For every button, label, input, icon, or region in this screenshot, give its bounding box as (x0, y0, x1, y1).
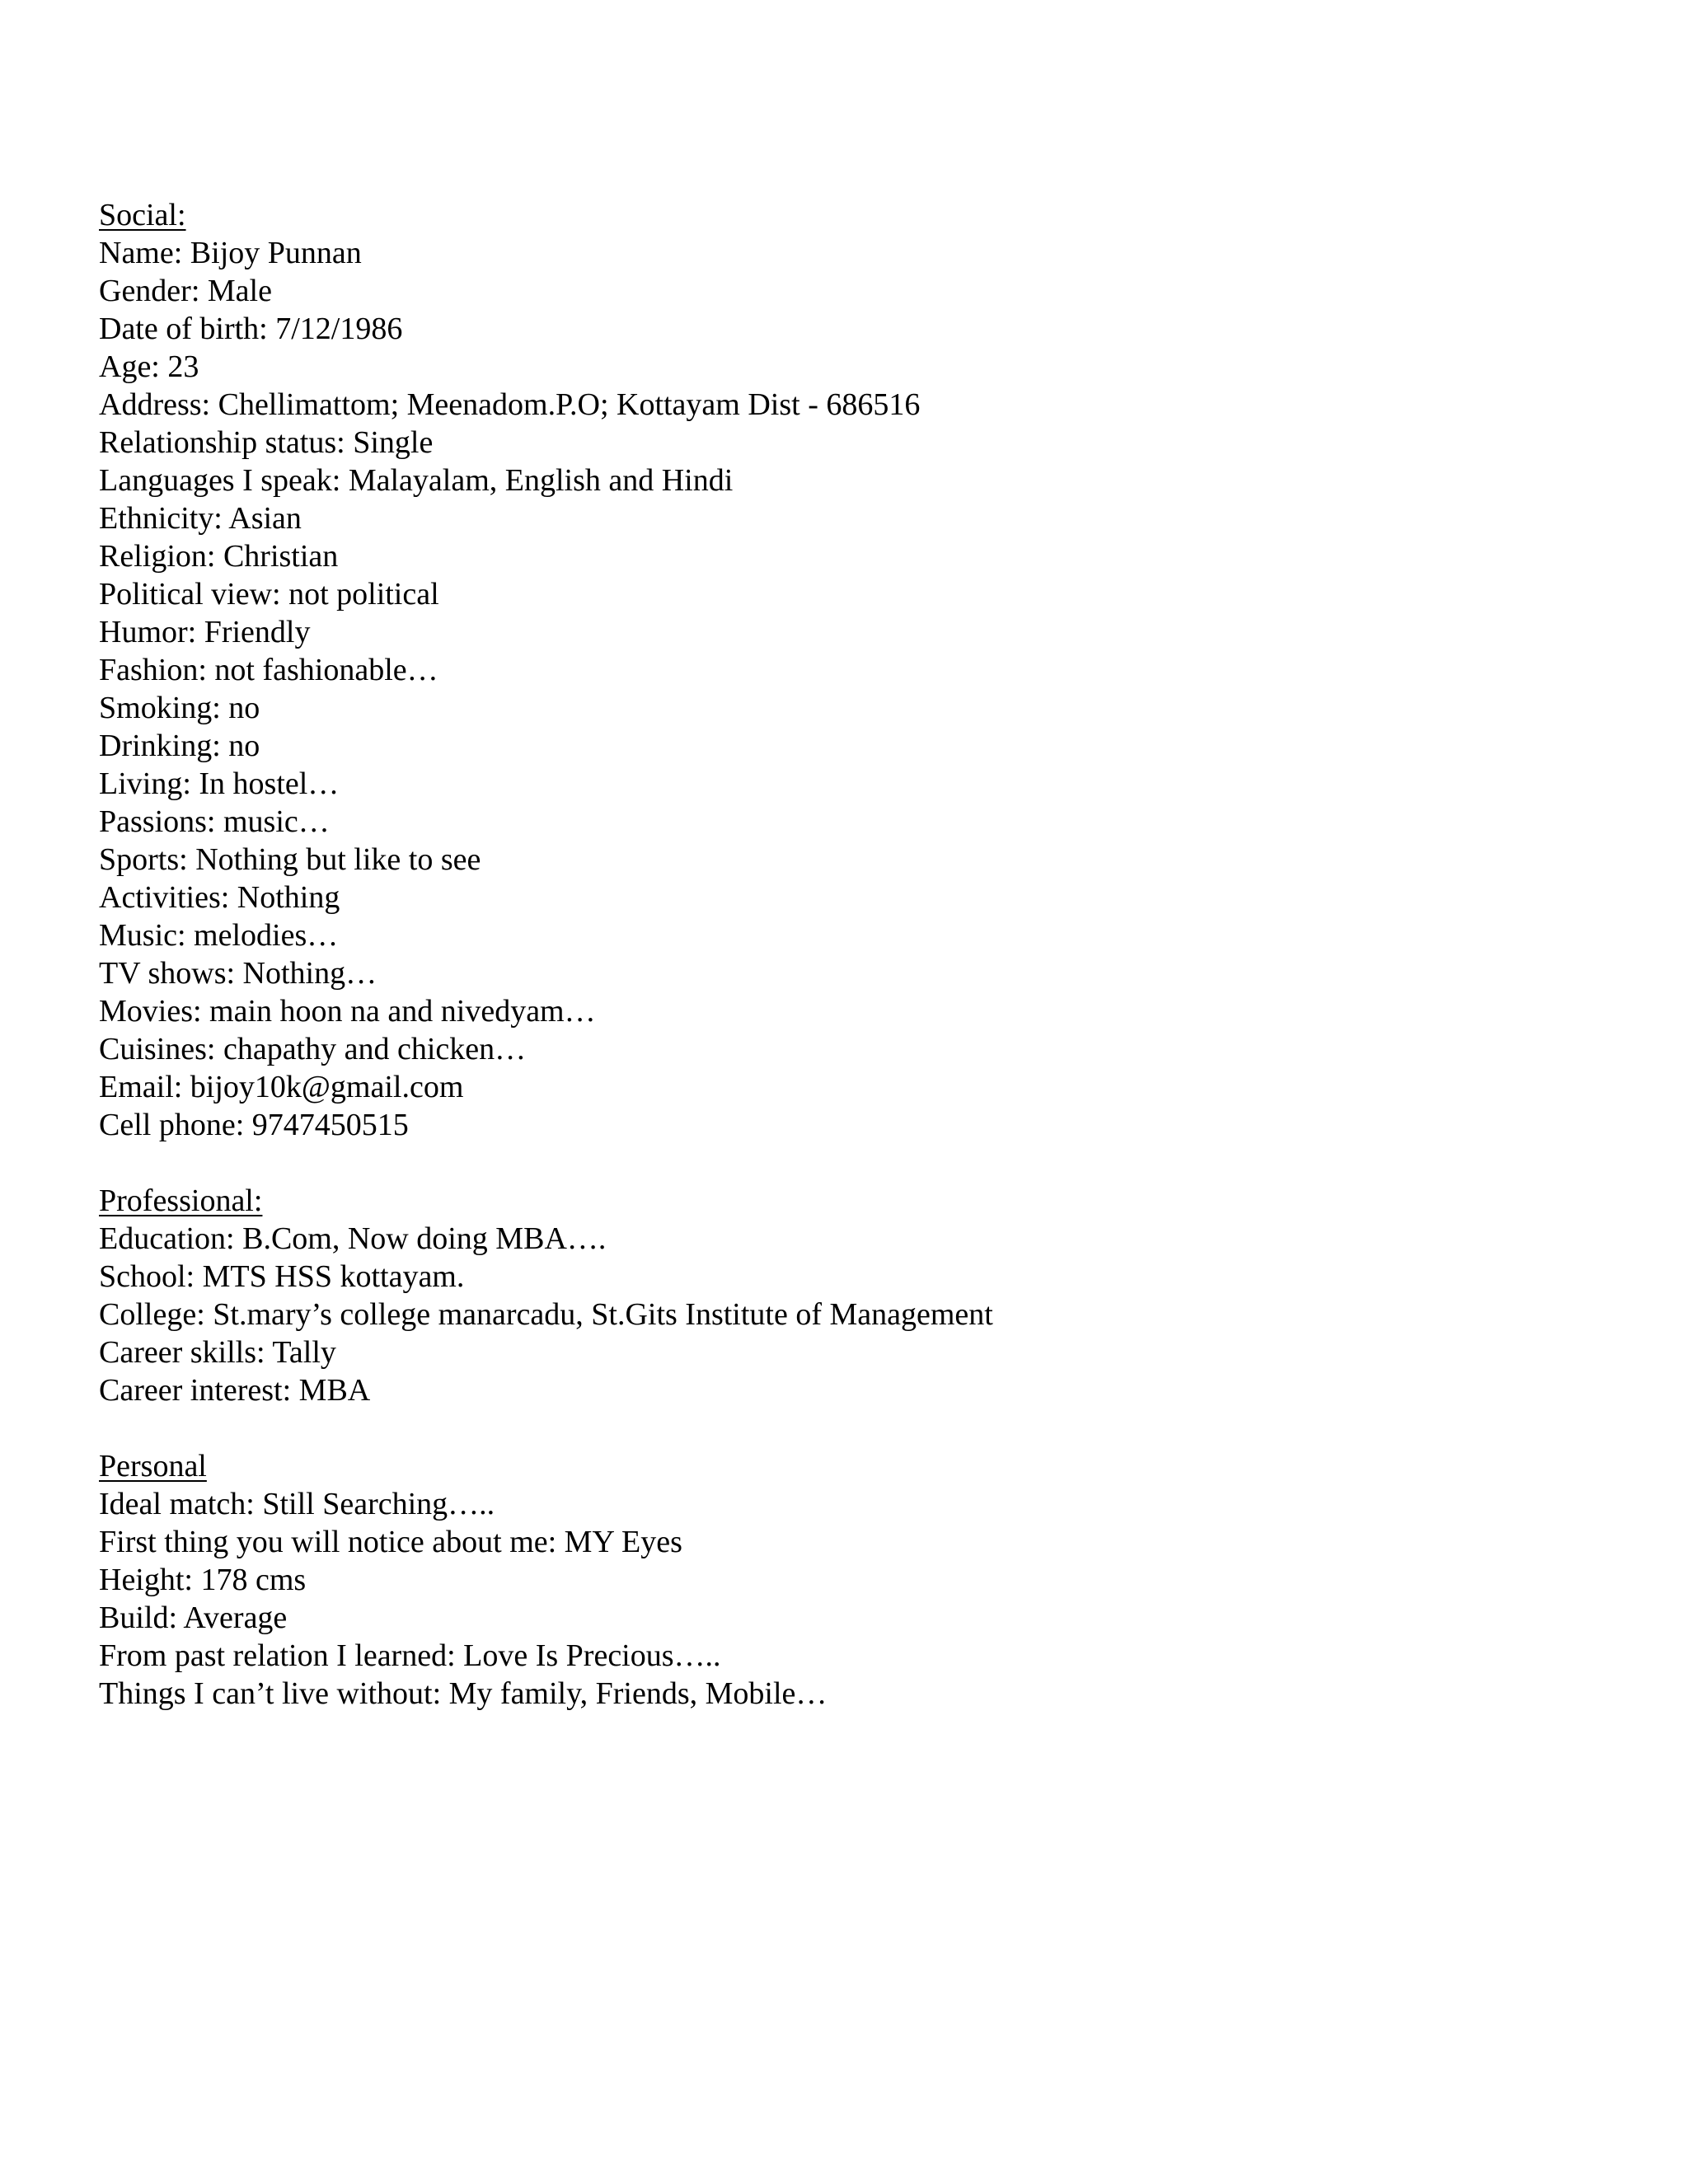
document-page (99, 196, 1632, 1713)
personal-line-ideal-match: Ideal match: Still Searching….. (99, 1487, 495, 1521)
social-line-ethnicity: Ethnicity: Asian (99, 501, 302, 536)
personal-line-first-thing: First thing you will notice about me: MY Eyes (99, 1525, 682, 1559)
social-line-fashion: Fashion: not fashionable… (99, 653, 438, 687)
personal-heading: Personal (99, 1449, 207, 1483)
professional-heading: Professional: (99, 1183, 263, 1218)
section-spacer (99, 1144, 1632, 1182)
social-line-languages: Languages I speak: Malayalam, English and Hindi (99, 463, 734, 498)
social-line-passions: Passions: music… (99, 804, 330, 839)
social-line-activities: Activities: Nothing (99, 880, 340, 915)
personal-section (99, 1485, 1632, 1713)
professional-section (99, 1220, 1632, 1409)
personal-line-past-relation: From past relation I learned: Love Is Precious….. (99, 1638, 721, 1673)
professional-line-college: College: St.mary’s college manarcadu, St.Gits Institute of Management (99, 1297, 993, 1332)
professional-line-career-skills: Career skills: Tally (99, 1335, 336, 1370)
social-line-music: Music: melodies… (99, 918, 339, 953)
social-line-religion: Religion: Christian (99, 539, 339, 574)
social-line-political-view: Political view: not political (99, 577, 439, 612)
professional-line-education: Education: B.Com, Now doing MBA…. (99, 1221, 607, 1256)
social-line-drinking: Drinking: no (99, 729, 260, 763)
section-spacer (99, 1409, 1632, 1447)
social-line-movies: Movies: main hoon na and nivedyam… (99, 994, 596, 1029)
social-section (99, 234, 1632, 1144)
social-line-age: Age: 23 (99, 349, 199, 384)
social-line-name: Name: Bijoy Punnan (99, 236, 362, 270)
social-line-cuisines: Cuisines: chapathy and chicken… (99, 1032, 527, 1066)
social-line-date-of-birth: Date of birth: 7/12/1986 (99, 312, 403, 346)
social-line-sports: Sports: Nothing but like to see (99, 842, 481, 877)
social-line-cell-phone: Cell phone: 9747450515 (99, 1108, 409, 1142)
professional-line-school: School: MTS HSS kottayam. (99, 1259, 465, 1294)
social-line-relationship-status: Relationship status: Single (99, 425, 434, 460)
social-heading: Social: (99, 198, 186, 232)
personal-line-height: Height: 178 cms (99, 1563, 307, 1597)
social-line-living: Living: In hostel… (99, 766, 340, 801)
social-line-humor: Humor: Friendly (99, 615, 311, 649)
personal-line-cant-live-without: Things I can’t live without: My family, Friends, Mobile… (99, 1676, 828, 1711)
professional-line-career-interest: Career interest: MBA (99, 1373, 371, 1408)
personal-line-build: Build: Average (99, 1601, 288, 1635)
social-line-email: Email: bijoy10k@gmail.com (99, 1070, 464, 1104)
social-line-tv-shows: TV shows: Nothing… (99, 956, 377, 991)
social-line-gender: Gender: Male (99, 274, 272, 308)
social-line-address: Address: Chellimattom; Meenadom.P.O; Kottayam Dist - 686516 (99, 387, 921, 422)
social-line-smoking: Smoking: no (99, 691, 260, 725)
